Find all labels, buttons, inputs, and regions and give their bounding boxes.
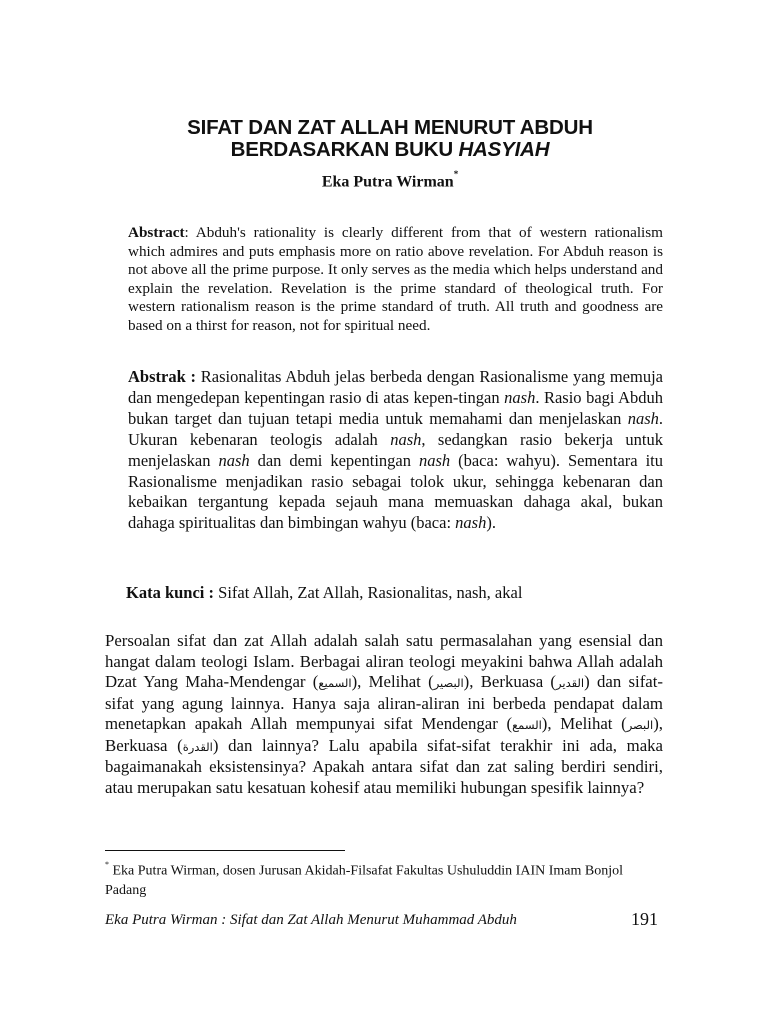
paper-title-line-2 <box>100 139 680 161</box>
paper-title-line-1: SIFAT DAN ZAT ALLAH MENURUT ABDUH <box>187 116 593 139</box>
arabic-term: السميع <box>318 676 352 690</box>
abstract-id-s5: dan demi kepentingan <box>249 450 419 470</box>
arabic-term: البصير <box>433 676 464 690</box>
abstract-id-s2: . Rasio bagi Abduh bukan target dan tujuan tetapi media untuk memahami dan menjelaskan <box>128 387 663 428</box>
nash-term: nash <box>218 450 250 470</box>
abstract-en-label: Abstract <box>128 224 185 241</box>
abstract-id-s4: , sedangkan rasio bekerja untuk menjelaskan <box>128 429 663 470</box>
nash-term: nash <box>390 429 422 449</box>
author-name: Eka Putra Wirman <box>321 173 454 191</box>
abstract-id-s1: Rasionalitas Abduh jelas berbeda dengan Rasionalisme yang memuja dan mengedepan kepentingan rasio di atas kepen-tingan <box>128 367 663 407</box>
arabic-term: القدرة <box>182 739 213 754</box>
body-p4: ) dan sifat-sifat yang agung lainnya. Hanya saja aliran-aliran ini berbeda pendapat dalam menetapkan apakah Allah mempunyai sifat Mendengar ( <box>105 672 663 733</box>
keywords-text: Sifat Allah, Zat Allah, Rasionalitas, nash, akal <box>214 583 523 602</box>
abstract-id-s7: ). <box>486 513 496 533</box>
arabic-term: السمع <box>512 718 542 732</box>
page-number: 191 <box>631 909 658 929</box>
running-head: Eka Putra Wirman : Sifat dan Zat Allah Menurut Muhammad Abduh <box>105 912 517 928</box>
arabic-term: القدير <box>556 676 585 690</box>
abstract-indonesian <box>128 367 663 534</box>
abstract-id-s6: (baca: wahyu). Sementara itu Rasionalisme menjadikan rasio sebagai tolok ukur, sehingga kebenaran dan kebaikan tergantung kepada sejauh mana memuaskan dahaga akal, bukan dahaga spiritualitas dan bimbingan wahyu (baca: <box>128 450 663 533</box>
nash-term: nash <box>504 387 536 407</box>
nash-term: nash <box>455 513 487 533</box>
abstract-en-text: : Abduh's rationality is clearly different from that of western rationalism which admires and puts emphasis more on ratio above revelation. For Abduh reason is not above all the prime purpose. It only serves as the media which helps understand and explain the revelation. Revelation is the prime standard of theological truth. For western rationalism reason is the prime standard of truth. All truth and goodness are based on a thirst for reason, not for spiritual need. <box>128 224 663 334</box>
arabic-term: البصر <box>626 718 654 732</box>
body-paragraph <box>105 631 663 798</box>
footnote-marker: * <box>105 860 109 869</box>
abstract-english <box>128 224 663 336</box>
body-p5: ), Melihat ( <box>541 714 627 733</box>
footnote-divider <box>105 850 345 851</box>
title-italic-book: HASYIAH <box>458 138 550 161</box>
author-footnote-marker: * <box>453 169 459 179</box>
body-p3: ), Berkuasa ( <box>463 672 557 691</box>
footnote-text: Eka Putra Wirman, dosen Jurusan Akidah-Filsafat Fakultas Ushuluddin IAIN Imam Bonjol Padang <box>105 863 624 898</box>
body-p1: Persoalan sifat dan zat Allah adalah salah satu permasalahan yang esensial dan hangat dalam teologi Islam. Berbagai aliran teologi meyakini bahwa Allah adalah Dzat Yang Maha-Mendengar ( <box>105 631 663 691</box>
abstract-id-label: Abstrak : <box>128 367 197 386</box>
body-p6: ), Berkuasa ( <box>105 714 663 755</box>
author-line <box>100 169 680 191</box>
keywords-line <box>126 583 666 603</box>
nash-term: nash <box>627 408 659 428</box>
nash-term: nash <box>418 450 451 470</box>
keywords-label: Kata kunci : <box>126 583 215 602</box>
title-prefix: BERDASARKAN BUKU <box>230 138 459 161</box>
body-p2: ), Melihat ( <box>351 672 434 691</box>
body-p7: ) dan lainnya? Lalu apabila sifat-sifat terakhir ini ada, maka bagaimanakah eksistensinya? Apakah antara sifat dan zat saling berdiri sendiri, atau merupakan satu kesatuan kohesif atau memiliki hubungan spesifik lainnya? <box>105 735 663 797</box>
footnote <box>105 857 665 900</box>
abstract-id-s3: . Ukuran kebenaran teologis adalah <box>128 408 663 449</box>
